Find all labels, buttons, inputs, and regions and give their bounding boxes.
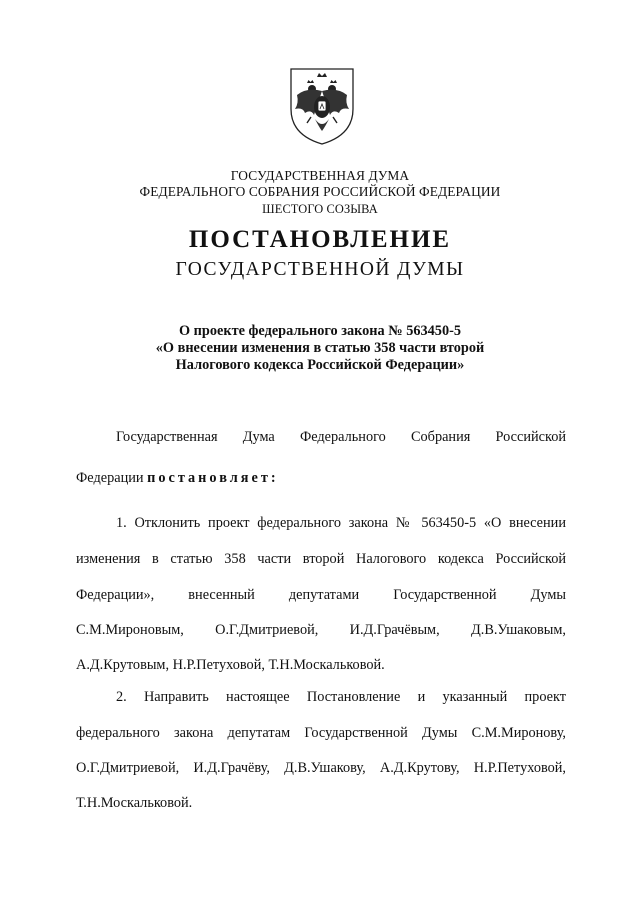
header-line-3: ШЕСТОГО СОЗЫВА <box>262 202 378 216</box>
clause-2-line-3: О.Г.Дмитриевой, И.Д.Грачёву, Д.В.Ушакову, А.Д.Крутову, Н.Р.Петуховой, <box>76 760 566 776</box>
subject-line-2: «О внесении изменения в статью 358 части второй <box>155 340 485 356</box>
preamble-line-1: Государственная Дума Федерального Собрания Российской <box>116 429 566 445</box>
document-issuer-title: ГОСУДАРСТВЕННОЙ ДУМЫ <box>175 259 465 280</box>
header-line-1: ГОСУДАРСТВЕННАЯ ДУМА <box>230 168 410 183</box>
coat-of-arms-icon <box>287 65 357 147</box>
clause-1-line-3: Федерации», внесенный депутатами Государственной Думы <box>76 587 566 603</box>
clause-2-line-2: федерального закона депутатам Государственной Думы С.М.Миронову, <box>76 725 566 741</box>
document-type-title: ПОСТАНОВЛЕНИЕ <box>188 226 452 253</box>
subject-line-1: О проекте федерального закона № 563450-5 <box>178 323 462 339</box>
clause-1-line-4: С.М.Мироновым, О.Г.Дмитриевой, И.Д.Грачёвым, Д.В.Ушаковым, <box>76 622 566 638</box>
subject-line-3: Налогового кодекса Российской Федерации» <box>175 357 465 373</box>
preamble-verb: постановляет: <box>147 470 279 486</box>
clause-2-line-4: Т.Н.Москальковой. <box>76 795 193 811</box>
preamble-prefix: Федерации <box>76 470 148 486</box>
header-line-2: ФЕДЕРАЛЬНОГО СОБРАНИЯ РОССИЙСКОЙ ФЕДЕРАЦИИ <box>139 184 501 199</box>
clause-1-line-2: изменения в статью 358 части второй Налогового кодекса Российской <box>76 551 566 567</box>
preamble-line-2 <box>76 469 566 487</box>
clause-1-line-5: А.Д.Крутовым, Н.Р.Петуховой, Т.Н.Москальковой. <box>76 657 385 673</box>
clause-2-line-1: 2. Направить настоящее Постановление и указанный проект <box>116 689 566 705</box>
clause-1-line-1: 1. Отклонить проект федерального закона № 563450-5 «О внесении <box>116 515 566 531</box>
